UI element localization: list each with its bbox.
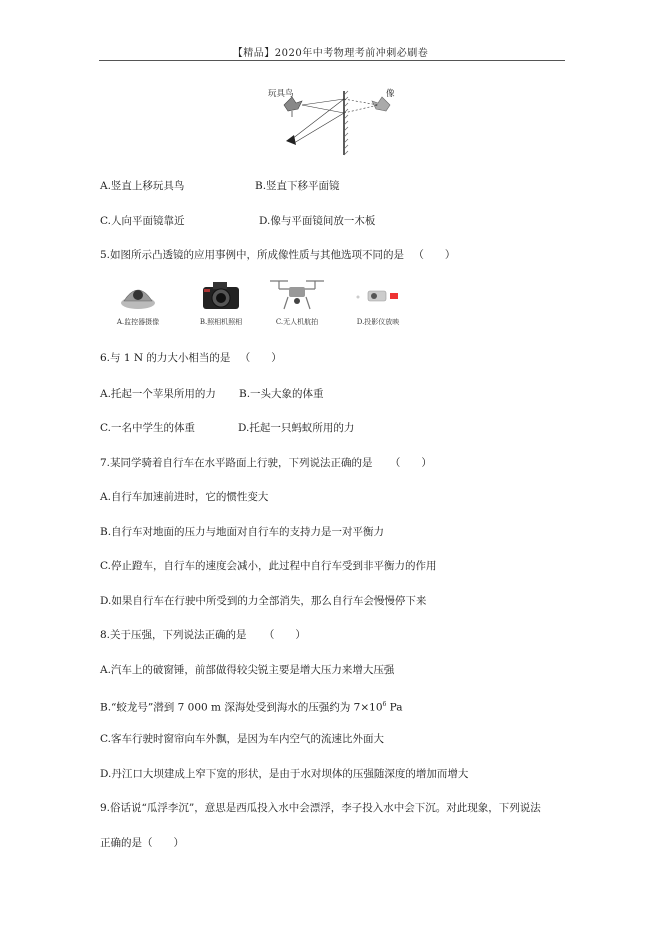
q5-stem [100,248,455,262]
q5-answer-paren: （ ） [413,249,456,261]
header-title: 【精品】2020年中考物理考前冲刺必刷卷 [232,48,429,59]
device-b [186,277,256,327]
q6-option-c: C.一名中学生的体重 [100,422,195,434]
eye-icon [286,135,296,145]
q7-stem-text: 7.某同学骑着自行车在水平路面上行驶，下列说法正确的是 [100,457,373,469]
q4-option-a: A.竖直上移玩具鸟 [100,180,185,192]
q8-stem [100,628,306,642]
toy-bird-icon [284,97,302,117]
q8-option-b-text: B.“蛟龙号”潜到 7 000 m 深海处受到海水的压强约为 7×10 [100,701,383,714]
image-bird-icon [372,97,390,111]
q8-option-b [100,698,403,715]
q7-option-c: C.停止蹬车，自行车的速度会减小，此过程中自行车受到非平衡力的作用 [100,560,437,572]
q8-option-d: D.丹江口大坝建成上窄下宽的形状，是由于水对坝体的压强随深度的增加而增大 [100,768,469,780]
q6-option-b: B.一头大象的体重 [239,388,324,400]
drone-icon [262,277,332,313]
device-d [343,277,413,327]
q6-option-d: D.托起一只蚂蚁所用的力 [238,422,355,434]
q6-option-a: A.托起一个苹果所用的力 [100,388,216,400]
q5-stem-text: 5.如图所示凸透镜的应用事例中，所成像性质与其他选项不同的是 [100,249,405,261]
q6-stem [100,351,282,365]
q6-stem-text: 6.与 1 N 的力大小相当的是 [100,352,231,364]
q7-answer-paren: （ ） [389,457,432,469]
q8-option-a: A.汽车上的破窗锤，前部做得较尖锐主要是增大压力来增大压强 [100,664,395,676]
device-a [103,277,173,327]
q4-option-c: C.人向平面镜靠近 [100,215,185,227]
q7-option-b: B.自行车对地面的压力与地面对自行车的支持力是一对平衡力 [100,526,385,538]
device-a-caption: A.监控器摄像 [116,318,160,326]
label-toy-bird: 玩具鸟 [268,89,294,99]
q8-option-c: C.客车行驶时窗帘向车外飘，是因为车内空气的流速比外面大 [100,733,384,745]
q7-stem [100,456,432,470]
dome-camera-icon [103,277,173,313]
q8-answer-paren: （ ） [263,629,306,641]
q8-option-b-exponent: 6 [382,701,387,708]
dslr-camera-icon [186,277,256,313]
label-image: 像 [386,89,395,99]
q9-stem-line1: 9.俗话说“瓜浮李沉”，意思是西瓜投入水中会漂浮，李子投入水中会下沉。对此现象，下列说法 [100,802,541,814]
q4-option-d: D.像与平面镜间放一木板 [259,215,376,227]
mirror-figure [262,83,412,163]
device-c [262,277,332,327]
q7-option-a: A.自行车加速前进时，它的惯性变大 [100,491,269,503]
device-b-caption: B.照相机照相 [199,318,243,326]
device-c-caption: C.无人机航拍 [275,318,319,326]
q6-answer-paren: （ ） [239,352,282,364]
q8-option-b-unit: Pa [386,701,403,714]
q8-stem-text: 8.关于压强，下列说法正确的是 [100,629,247,641]
header-divider [99,60,565,61]
device-d-caption: D.投影仪放映 [356,318,400,326]
q7-option-d: D.如果自行车在行驶中所受到的力全部消失，那么自行车会慢慢停下来 [100,595,427,607]
q4-option-b: B.竖直下移平面镜 [255,180,340,192]
projector-icon [343,277,413,313]
q9-stem-line2: 正确的是（ ） [100,837,184,849]
